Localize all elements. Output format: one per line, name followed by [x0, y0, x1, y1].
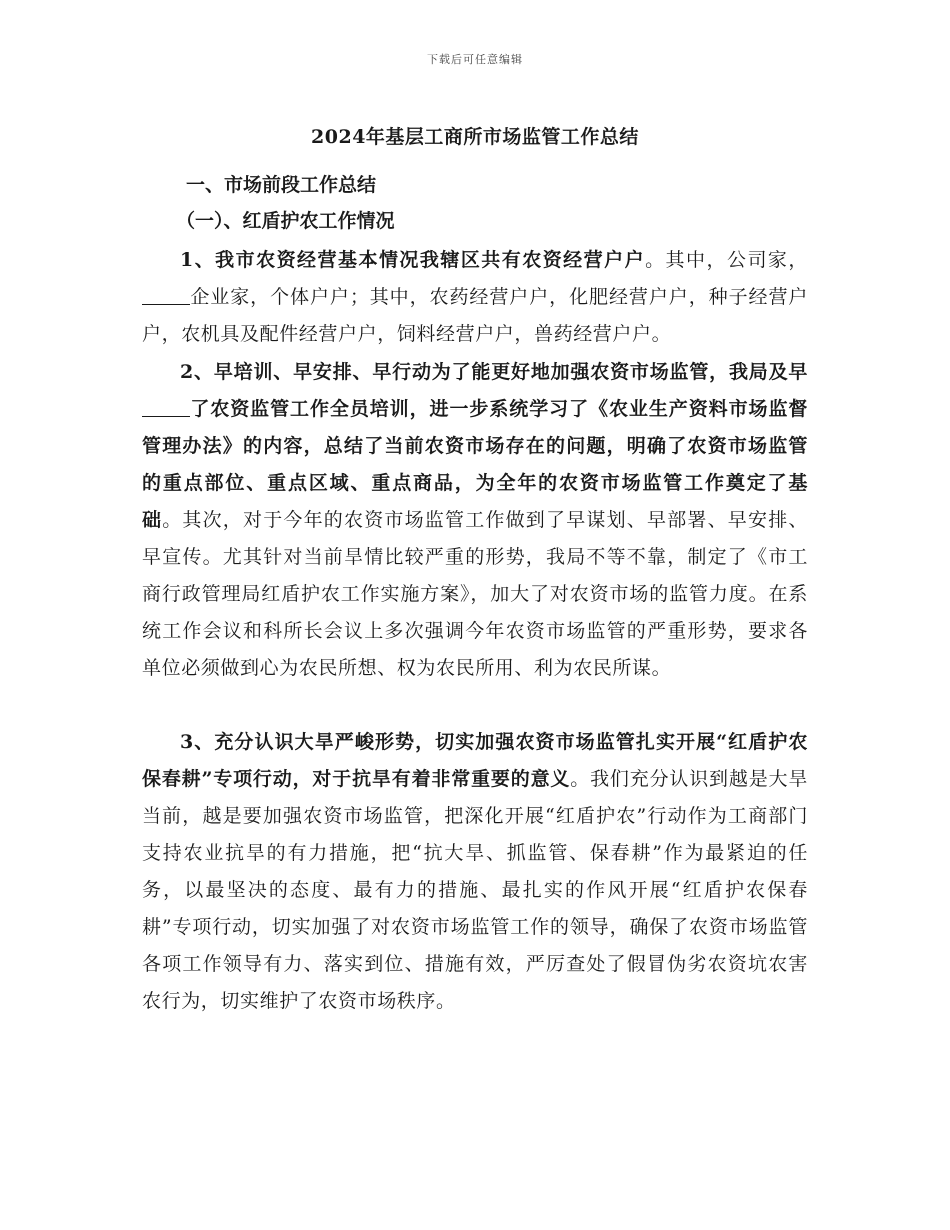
paragraph-1-bold: 1、我市农资经营基本情况我辖区共有农资经营户户 — [180, 249, 646, 271]
paragraph-2 — [142, 354, 808, 687]
paragraph-2-bold-a: 2、早培训、早安排、早行动为了能更好地加强农资市场监管，我局及早 — [180, 361, 808, 383]
document-title: 2024年基层工商所市场监管工作总结 — [311, 126, 639, 148]
paragraph-3-text: 。我们充分认识到越是大旱当前，越是要加强农资市场监管，把深化开展“红盾护农”行动作为工商部门支持农业抗旱的有力措施，把“抗大旱、抓监管、保春耕”作为最紧迫的任务，以最坚决的态度、最有力的措施、最扎实的作风开展“红盾护农保春耕”专项行动，切实加强了对农资市场监管工作的领导，确保了农资市场监管各项工作领导有力、落实到位、措施有效，严厉查处了假冒伪劣农资坑农害农行为，切实维护了农资市场秩序。 — [142, 768, 808, 1012]
paragraph-1-text-b: 企业家，个体户户；其中，农药经营户户，化肥经营户户，种子经营户户，农机具及配件经营户户，饲料经营户户，兽药经营户户。 — [142, 286, 808, 345]
paragraph-3 — [142, 724, 808, 1020]
blank-underline — [142, 286, 190, 305]
paragraph-2-text: 。其次，对于今年的农资市场监管工作做到了早谋划、早部署、早安排、早宣传。尤其针对当前旱情比较严重的形势，我局不等不靠，制定了《市工商行政管理局红盾护农工作实施方案》，加大了对农资市场的监管力度。在系统工作会议和科所长会议上多次强调今年农资市场监管的严重形势，要求各单位必须做到心为农民所想、权为农民所用、利为农民所谋。 — [142, 509, 808, 679]
paragraph-3-bold: 3、充分认识大旱严峻形势，切实加强农资市场监管扎实开展“红盾护农保春耕”专项行动，对于抗旱有着非常重要的意义 — [142, 731, 808, 790]
subsection-heading-1: （一）、红盾护农工作情况 — [176, 210, 395, 232]
page-header-note: 下载后可任意编辑 — [427, 53, 523, 66]
paragraph-1-text-a: 。其中，公司家， — [645, 249, 808, 271]
section-heading-1: 一、市场前段工作总结 — [186, 174, 377, 196]
paragraph-1 — [142, 242, 808, 353]
blank-underline — [142, 398, 190, 417]
paragraph-2-bold-b: 了农资监管工作全员培训，进一步系统学习了《农业生产资料市场监督管理办法》的内容，总结了当前农资市场存在的问题，明确了农资市场监管的重点部位、重点区域、重点商品，为全年的农资市场监管工作奠定了基础 — [142, 398, 808, 531]
